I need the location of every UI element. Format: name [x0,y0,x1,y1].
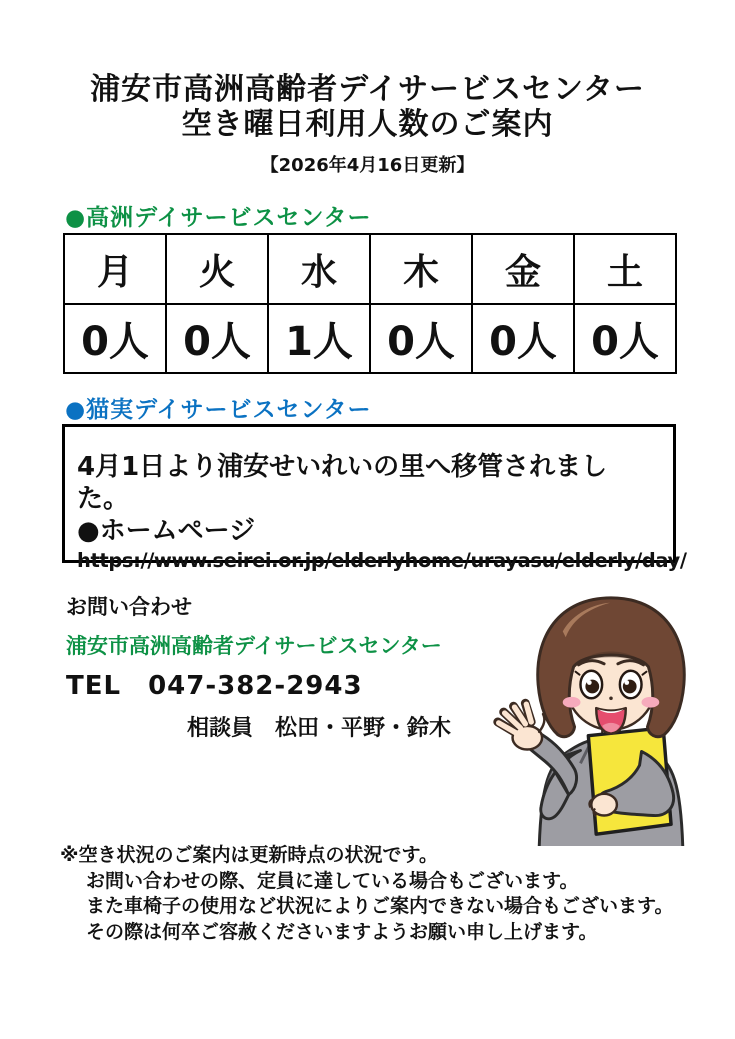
takasu-section-heading: ●高洲デイサービスセンター [65,205,372,231]
page-title-line2: 空き曜日利用人数のご案内 [181,107,554,142]
day-cell-mon: 月 [64,234,166,304]
count-cell-tue: 0人 [166,304,268,373]
count-cell-fri: 0人 [472,304,574,373]
nekozane-notice-box [62,424,687,572]
transfer-notice-text: 4月1日より浦安せいれいの里へ移管されました。 [77,452,608,514]
availability-table [63,233,677,374]
homepage-label: ●ホームページ [77,516,256,546]
day-cell-sat: 土 [574,234,676,304]
day-cell-wed: 水 [268,234,370,304]
receptionist-woman-svg [492,588,730,846]
note-line-4: その際は何卒ご容赦くださいますようお願い申し上げます。 [86,920,598,943]
note-line-3: また車椅子の使用など状況によりご案内できない場合もございます。 [86,895,674,917]
page-title-line1: 浦安市高洲高齢者デイサービスセンター [90,72,645,107]
nekozane-section-heading: ●猫実デイサービスセンター [65,397,372,423]
note-line-1: ※空き状況のご案内は更新時点の状況です。 [60,844,438,866]
count-cell-mon: 0人 [64,304,166,373]
open-hand [498,703,545,749]
contact-center-name: 浦安市高洲高齢者デイサービスセンター [66,634,442,658]
receptionist-woman-illustration [492,588,730,846]
gripping-hand [589,794,617,817]
footer-notes [60,843,673,945]
day-cell-thu: 木 [370,234,472,304]
table-row-days [64,234,676,304]
day-cell-fri: 金 [472,234,574,304]
updated-date: 【2026年4月16日更新】 [260,155,475,176]
day-cell-tue: 火 [166,234,268,304]
contact-block [66,591,451,742]
count-cell-sat: 0人 [574,304,676,373]
contact-staff-names: 相談員 松田・平野・鈴木 [187,716,452,741]
contact-heading: お問い合わせ [66,595,192,619]
count-cell-wed: 1人 [268,304,370,373]
page-title [0,72,735,142]
table-row-counts [64,304,676,373]
count-cell-thu: 0人 [370,304,472,373]
head [538,598,685,737]
note-line-2: お問い合わせの際、定員に達している場合もございます。 [86,869,579,892]
contact-phone-number: TEL 047-382-2943 [66,671,363,701]
homepage-url-text: https://www.seirei.or.jp/elderlyhome/urayasu/elderly/day/ [77,549,687,572]
